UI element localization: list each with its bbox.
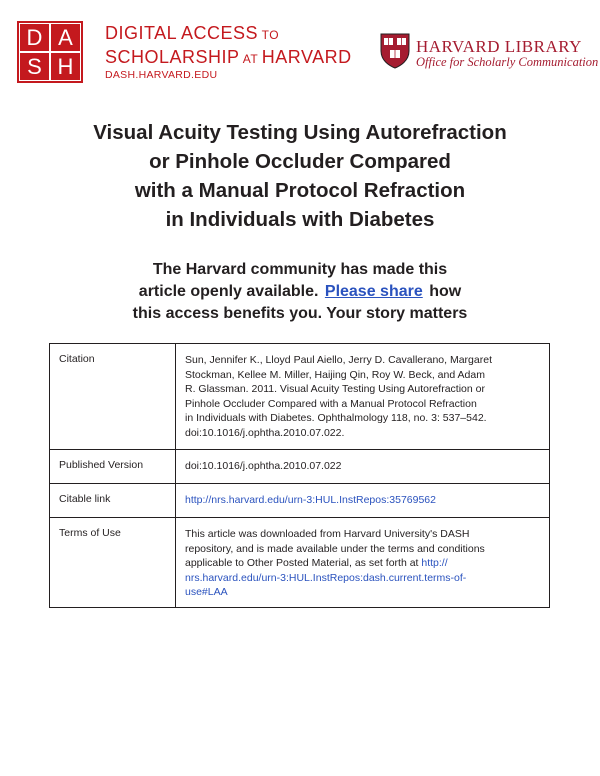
dash-logo-letter-h: H: [50, 52, 81, 81]
article-title-line: or Pinhole Occluder Compared: [149, 150, 451, 173]
please-share-link[interactable]: Please share: [324, 283, 423, 300]
terms-link[interactable]: nrs.harvard.edu/urn-3:HUL.InstRepos:dash.current.terms-of-: [185, 571, 467, 584]
citation-label: Citation: [59, 353, 95, 365]
terms-link[interactable]: use#LAA: [185, 586, 228, 598]
terms-value: [185, 527, 540, 600]
harvard-library-subtitle: Office for Scholarly Communication: [416, 55, 599, 69]
harvard-shield-icon: [380, 33, 410, 69]
open-access-promo: [60, 259, 540, 325]
citation-line: Stockman, Kellee M. Miller, Haijing Qin, Roy W. Beck, and Adam: [185, 368, 485, 381]
article-title-line: in Individuals with Diabetes: [165, 208, 435, 231]
harvard-library-title: HARVARD LIBRARY: [416, 37, 582, 56]
dash-title-line1-small: TO: [258, 28, 280, 42]
terms-line: [185, 556, 540, 571]
citation-value: [185, 353, 540, 440]
promo-line: [60, 281, 540, 303]
terms-line: This article was downloaded from Harvard University's DASH: [185, 528, 470, 540]
dash-title-line2-end: HARVARD: [261, 47, 352, 67]
article-title-line: with a Manual Protocol Refraction: [134, 179, 466, 202]
promo-line: this access benefits you. Your story matters: [132, 305, 468, 322]
dash-title-line1-main: DIGITAL ACCESS: [105, 23, 259, 43]
dash-title-line2-main: SCHOLARSHIP: [105, 47, 240, 67]
dash-logo-letter-a: A: [50, 23, 81, 52]
dash-url[interactable]: DASH.HARVARD.EDU: [105, 69, 218, 81]
citation-line: Sun, Jennifer K., Lloyd Paul Aiello, Jerry D. Cavallerano, Margaret: [185, 354, 492, 366]
citable-link[interactable]: http://nrs.harvard.edu/urn-3:HUL.InstRepos:35769562: [185, 494, 436, 506]
citation-line: in Individuals with Diabetes. Ophthalmology 118, no. 3: 537–542.: [185, 412, 487, 424]
published-version-value: doi:10.1016/j.ophtha.2010.07.022: [185, 460, 342, 472]
terms-link-start[interactable]: http://: [421, 557, 448, 569]
citable-link-label: Citable link: [59, 493, 111, 505]
promo-text: article openly available.: [138, 283, 323, 300]
promo-line: The Harvard community has made this: [152, 261, 448, 278]
dash-title-line2-small: AT: [239, 52, 262, 66]
metadata-table: [49, 343, 550, 608]
table-row-published-version: [50, 450, 549, 484]
table-row-terms-of-use: [50, 518, 549, 607]
article-title: [40, 118, 560, 234]
citation-line: Pinhole Occluder Compared with a Manual Protocol Refraction: [185, 397, 477, 410]
dash-logo: [17, 21, 83, 83]
terms-text: applicable to Other Posted Material, as set forth at: [185, 557, 422, 569]
table-row-citable-link: [50, 484, 549, 518]
promo-text: how: [424, 283, 462, 300]
citation-line: R. Glassman. 2011. Visual Acuity Testing Using Autorefraction or: [185, 383, 485, 395]
article-title-line: Visual Acuity Testing Using Autorefraction: [93, 121, 507, 144]
dash-title: [105, 22, 352, 70]
terms-line: repository, and is made available under the terms and conditions: [185, 542, 485, 555]
dash-logo-letter-s: S: [19, 52, 50, 81]
citation-line: doi:10.1016/j.ophtha.2010.07.022.: [185, 426, 345, 439]
published-version-label: Published Version: [59, 459, 144, 471]
terms-label: Terms of Use: [59, 527, 121, 539]
dash-logo-letter-d: D: [19, 23, 50, 52]
table-row-citation: [50, 344, 549, 450]
